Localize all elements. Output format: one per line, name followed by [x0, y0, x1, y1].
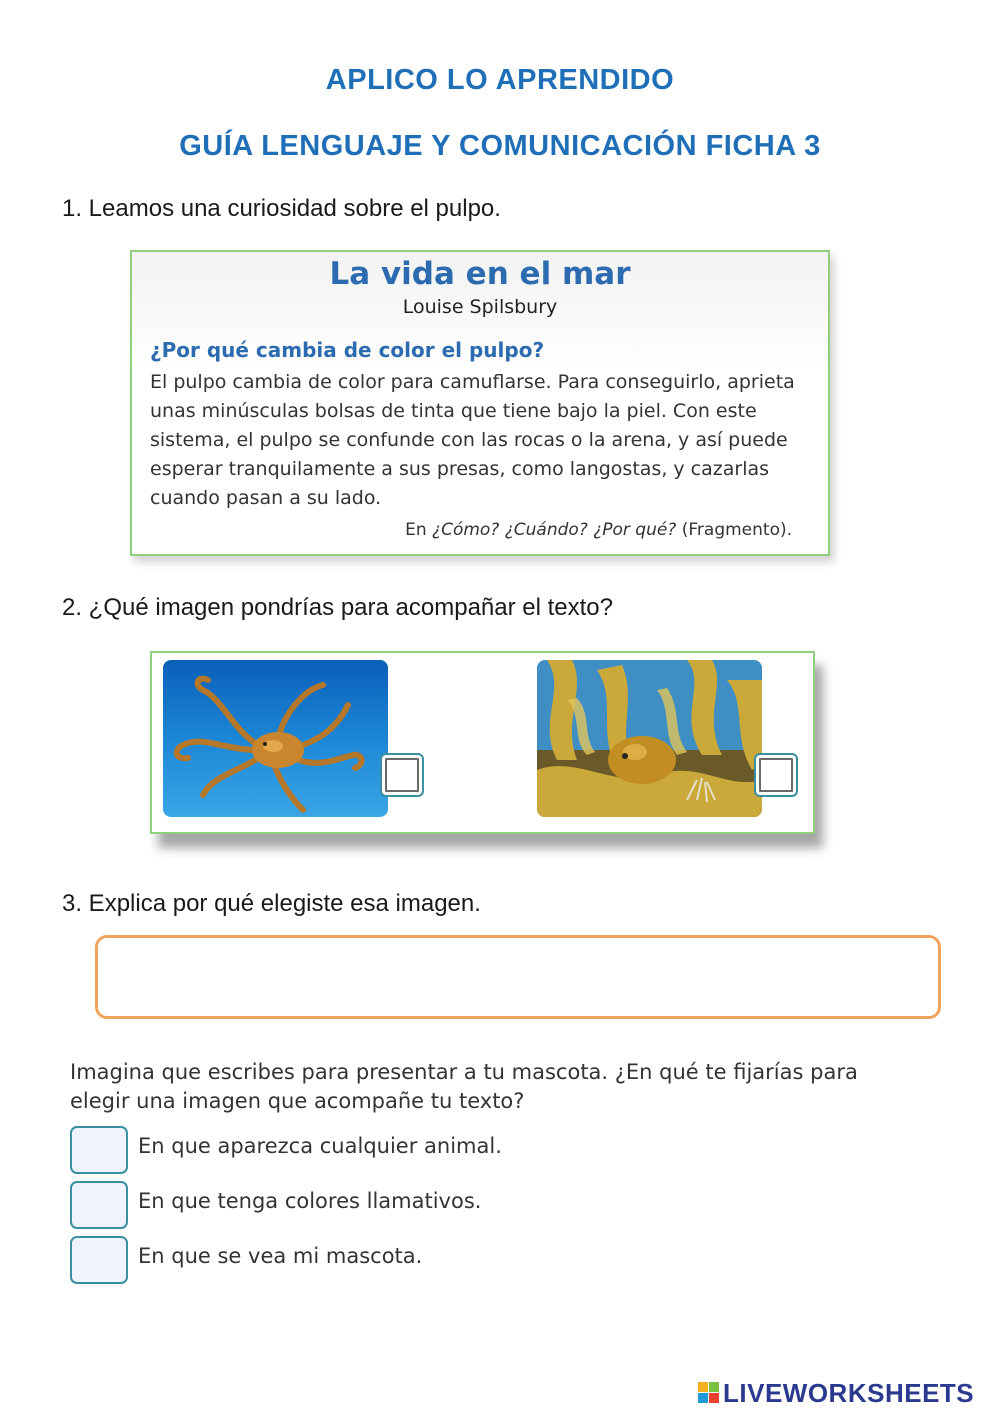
option-1-checkbox[interactable]	[70, 1126, 128, 1174]
option-3-label: En que se vea mi mascota.	[138, 1244, 423, 1268]
pet-question-prompt	[70, 1058, 930, 1116]
reading-body	[150, 368, 810, 513]
question-2: 2. ¿Qué imagen pondrías para acompañar el texto?	[62, 594, 613, 621]
reading-author: Louise Spilsbury	[402, 296, 558, 318]
liveworksheets-brand	[698, 1378, 974, 1408]
explanation-answer-field[interactable]	[95, 935, 941, 1019]
image-1-checkbox[interactable]	[380, 753, 424, 797]
octopus-kelp-image	[537, 660, 762, 817]
pet-question-line: Imagina que escribes para presentar a tu mascota. ¿En qué te fijarías para	[70, 1060, 858, 1084]
reading-line: esperar tranquilamente a sus presas, como langostas, y cazarlas	[150, 458, 770, 480]
worksheet-subtitle: GUÍA LENGUAJE Y COMUNICACIÓN FICHA 3	[179, 130, 821, 162]
reading-line: cuando pasan a su lado.	[150, 487, 382, 509]
reading-line: sistema, el pulpo se confunde con las rocas o la arena, y así puede	[150, 429, 788, 451]
worksheet-title: APLICO LO APRENDIDO	[325, 64, 675, 96]
image-2-checkbox[interactable]	[754, 753, 798, 797]
reading-source	[405, 520, 792, 540]
brand-text: LIVEWORKSHEETS	[723, 1377, 975, 1408]
reading-line: unas minúsculas bolsas de tinta que tiene bajo la piel. Con este	[150, 400, 757, 422]
question-1: 1. Leamos una curiosidad sobre el pulpo.	[62, 195, 501, 222]
image-options-box	[150, 651, 815, 834]
option-3-checkbox[interactable]	[70, 1236, 128, 1284]
liveworksheets-logo-icon	[698, 1382, 720, 1404]
option-2-label: En que tenga colores llamativos.	[138, 1189, 482, 1213]
reading-box	[130, 250, 830, 556]
octopus-blue-water-image	[163, 660, 388, 817]
source-prefix: En	[405, 520, 433, 540]
reading-title: La vida en el mar	[329, 256, 631, 292]
source-suffix: (Fragmento).	[676, 520, 792, 540]
question-3: 3. Explica por qué elegiste esa imagen.	[62, 890, 481, 917]
reading-question: ¿Por qué cambia de color el pulpo?	[150, 338, 545, 362]
reading-line: El pulpo cambia de color para camuflarse. Para conseguirlo, aprieta	[150, 371, 795, 393]
option-2-checkbox[interactable]	[70, 1181, 128, 1229]
pet-question-line: elegir una imagen que acompañe tu texto?	[70, 1089, 525, 1113]
option-1-label: En que aparezca cualquier animal.	[138, 1134, 502, 1158]
source-title: ¿Cómo? ¿Cuándo? ¿Por qué?	[432, 520, 677, 540]
